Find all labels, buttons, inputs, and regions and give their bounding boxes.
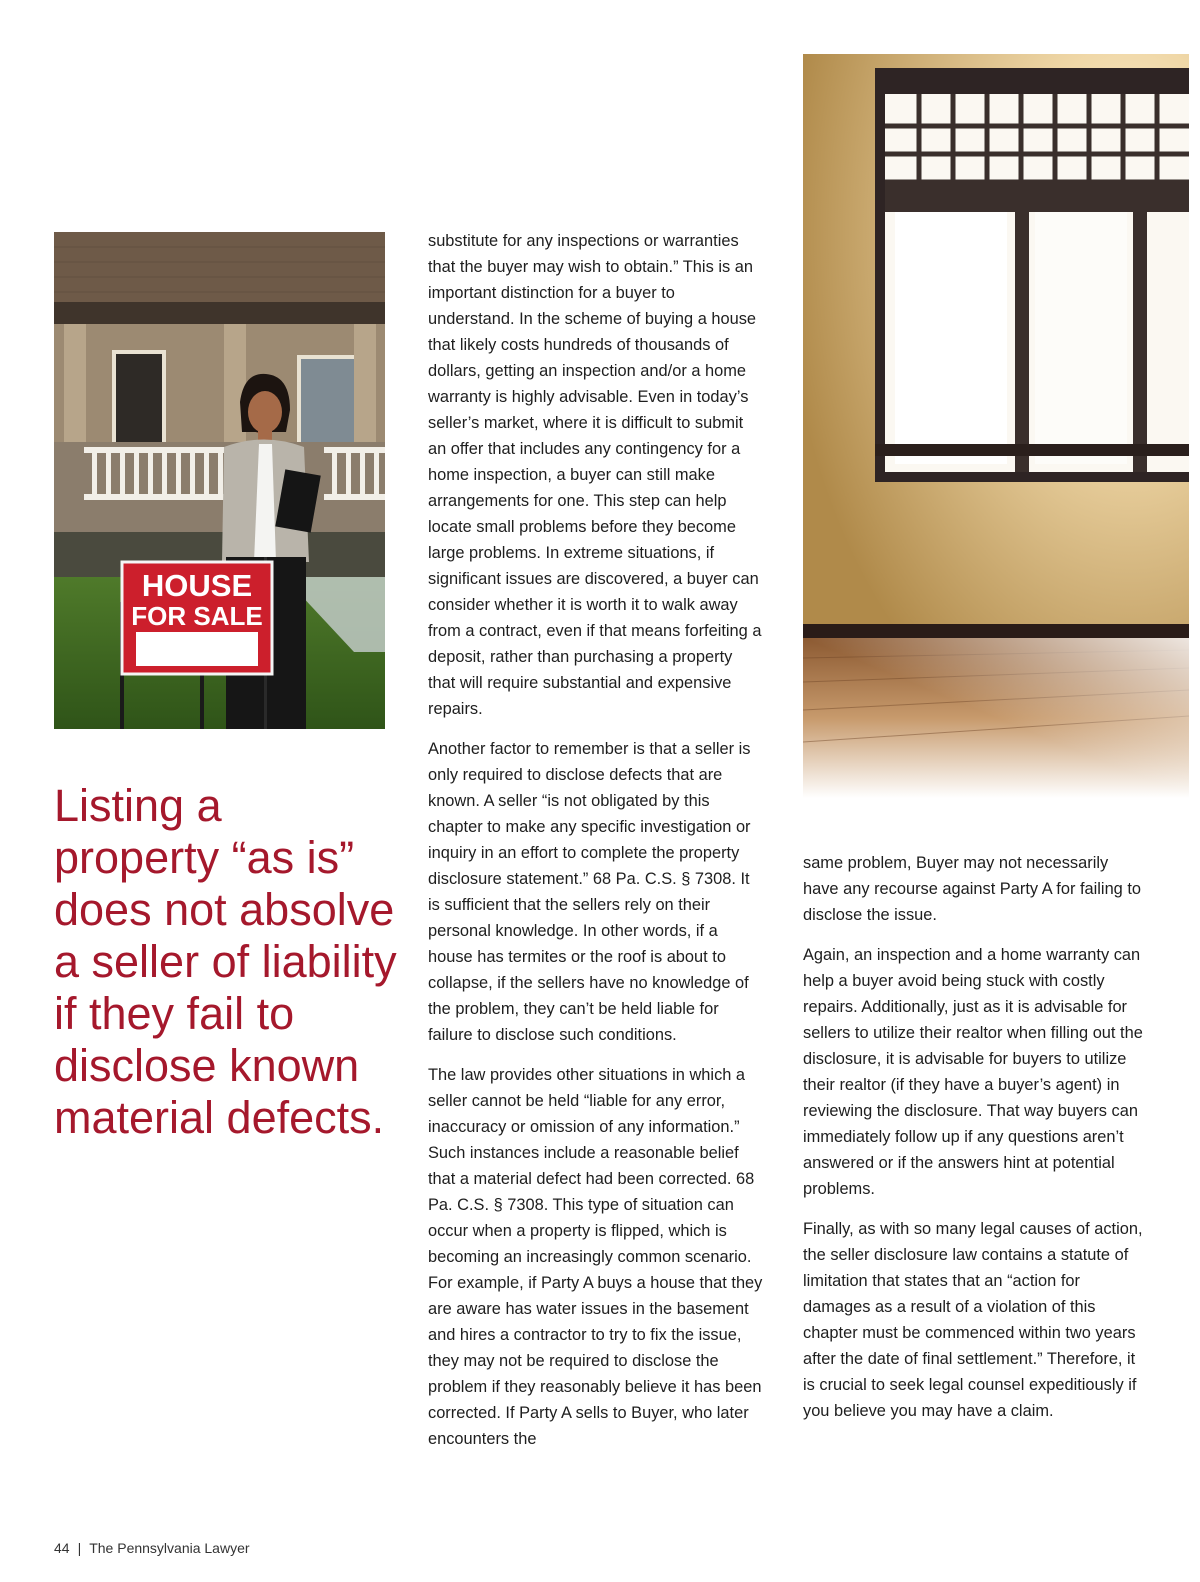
paragraph: Another factor to remember is that a seller is only required to disclose defects that are known. A seller “is not obligated by this chapter to make any specific investigation or inquiry in an effort to complete the property disclosure statement.” 68 Pa. C.S. § 7308. It is sufficient that the sellers rely on their personal knowledge. In other words, if a house has termites or the roof is about to collapse, if the sellers have no knowledge of the problem, they can’t be held liable for failure to disclose such conditions. (428, 740, 751, 1044)
paragraph: substitute for any inspections or warranties that the buyer may wish to obtain.” This is an important distinction for a buyer to understand. In the scheme of buying a house that likely costs hundreds of thousands of dollars, getting an inspection and/or a home warranty is highly advisable. Even in today’s seller’s market, where it is difficult to submit an offer that includes any contingency for a home inspection, a buyer can still make arrangements for one. This step can help locate small problems before they become large problems. In extreme situations, if significant issues are discovered, a buyer can consider whether it is worth it to walk away from a contract, even if that means forfeiting a deposit, rather than purchasing a property that will require substantial and expensive repairs. (428, 232, 762, 718)
sign-line-2: FOR SALE (131, 601, 263, 631)
room-illustration (803, 54, 1189, 798)
article-column-middle (428, 228, 763, 1466)
paragraph: Again, an inspection and a home warranty can help a buyer avoid being stuck with costly repairs. Additionally, just as it is advisable for sellers to utilize their realtor when filling out the disclosure, it is advisable for buyers to utilize their realtor (if they have a buyer’s agent) in reviewing the disclosure. That way buyers can immediately follow up if any questions aren’t answered or if the answers hint at potential problems. (803, 946, 1143, 1198)
footer-separator: | (77, 1540, 82, 1556)
paragraph: Finally, as with so many legal causes of action, the seller disclosure law contains a statute of limitation that states that an “action for damages as a result of a violation of this chapter must be commenced within two years after the date of final settlement.” Therefore, it is crucial to seek legal counsel expeditiously if you believe you may have a claim. (803, 1220, 1143, 1420)
room-photo (803, 54, 1189, 798)
page-footer (54, 1540, 250, 1556)
realtor-photo (54, 232, 385, 729)
realtor-illustration (54, 232, 385, 729)
pull-quote: Listing a property “as is” does not absolve a seller of liability if they fail to disclose known material defects. (54, 780, 397, 1143)
publication-name: The Pennsylvania Lawyer (89, 1540, 250, 1556)
paragraph: same problem, Buyer may not necessarily have any recourse against Party A for failing to disclose the issue. (803, 854, 1142, 924)
paragraph: The law provides other situations in which a seller cannot be held “liable for any error, inaccuracy or omission of any information.” Such instances include a reasonable belief that a material defect had been corrected. 68 Pa. C.S. § 7308. This type of situation can occur when a property is flipped, which is becoming an increasingly common scenario. For example, if Party A buys a house that they are aware has water issues in the basement and hires a contractor to try to fix the issue, they may not be required to disclose the problem if they reasonably believe it has been corrected. If Party A sells to Buyer, who later encounters the (428, 1066, 763, 1448)
page-number: 44 (54, 1540, 70, 1556)
sign-line-1: HOUSE (141, 568, 253, 603)
article-column-right (803, 850, 1143, 1438)
